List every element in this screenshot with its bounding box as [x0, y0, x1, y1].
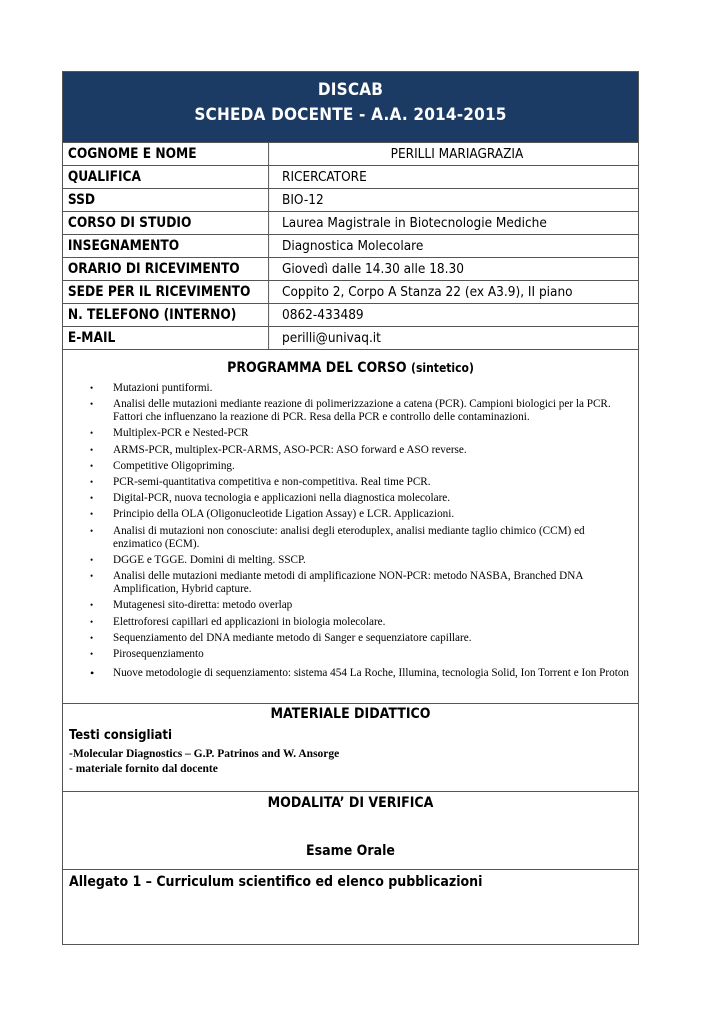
- field-label: ORARIO DI RICEVIMENTO: [63, 258, 269, 280]
- field-row-name: [63, 143, 638, 166]
- list-item: • Nuove metodologie di sequenziamento: sistema 454 La Roche, Illumina, tecnologia Solid, Ion Torrent e Ion Proton: [90, 666, 630, 680]
- textbook-reference: -Molecular Diagnostics – G.P. Patrinos and W. Ansorge: [69, 748, 340, 760]
- list-item: • DGGE e TGGE. Domini di melting. SSCP.: [90, 553, 306, 566]
- field-label: INSEGNAMENTO: [63, 235, 269, 257]
- field-row-insegnamento: [63, 235, 638, 258]
- field-value: perilli@univaq.it: [282, 330, 381, 346]
- section-divider: [63, 791, 638, 792]
- field-row-telefono: [63, 304, 638, 327]
- field-label: SSD: [63, 189, 269, 211]
- field-value: Diagnostica Molecolare: [282, 238, 424, 254]
- field-value: BIO-12: [282, 192, 324, 208]
- field-value: Giovedì dalle 14.30 alle 18.30: [282, 261, 464, 277]
- field-row-corso: [63, 212, 638, 235]
- department-title: DISCAB: [317, 80, 384, 100]
- field-row-email: [63, 327, 638, 350]
- field-label: E-MAIL: [63, 327, 269, 349]
- list-item: • PCR-semi-quantitativa competitiva e non-competitiva. Real time PCR.: [90, 476, 431, 489]
- field-label: QUALIFICA: [63, 166, 269, 188]
- exam-mode: Esame Orale: [306, 843, 395, 859]
- field-value: RICERCATORE: [282, 169, 367, 185]
- field-row-orario: [63, 258, 638, 281]
- list-item: • Principio della OLA (Oligonucleotide Ligation Assay) e LCR. Applicazioni.: [90, 508, 455, 521]
- programma-title-suffix: (sintetico): [411, 361, 474, 375]
- list-item: • Mutagenesi sito-diretta: metodo overlap: [90, 599, 293, 612]
- field-label: COGNOME E NOME: [63, 143, 269, 165]
- field-row-qualifica: [63, 166, 638, 189]
- field-value: Laurea Magistrale in Biotecnologie Mediche: [282, 215, 547, 231]
- field-value: Coppito 2, Corpo A Stanza 22 (ex A3.9), II piano: [282, 284, 573, 300]
- section-divider: [63, 869, 638, 870]
- list-item: • Multiplex-PCR e Nested-PCR: [90, 427, 249, 440]
- field-label: SEDE PER IL RICEVIMENTO: [63, 281, 269, 303]
- materiale-title: MATERIALE DIDATTICO: [270, 706, 431, 722]
- field-label: N. TELEFONO (INTERNO): [63, 304, 269, 326]
- list-item: • Pirosequenziamento: [90, 647, 204, 660]
- list-item: • Digital-PCR, nuova tecnologia e applicazioni nella diagnostica molecolare.: [90, 492, 451, 505]
- list-item: • Elettroforesi capillari ed applicazioni in biologia molecolare.: [90, 615, 386, 628]
- list-item: • Analisi delle mutazioni mediante reazione di polimerizzazione a catena (PCR). Campioni biologici per la PCR. Fattori che influenzano la reazione di PCR. Resa della PCR e controllo delle contaminazioni.: [90, 398, 611, 424]
- programma-title: [63, 360, 638, 376]
- list-item: • Sequenziamento del DNA mediante metodo di Sanger e sequenziatore capillare.: [90, 631, 472, 644]
- sheet-title: SCHEDA DOCENTE - A.A. 2014-2015: [194, 105, 507, 125]
- allegato-title: Allegato 1 – Curriculum scientifico ed elenco pubblicazioni: [69, 874, 483, 890]
- field-label: CORSO DI STUDIO: [63, 212, 269, 234]
- testi-consigliati-label: Testi consigliati: [69, 728, 172, 743]
- programma-title-text: PROGRAMMA DEL CORSO: [227, 360, 407, 376]
- list-item: • Mutazioni puntiformi.: [90, 382, 213, 394]
- verifica-title: MODALITA’ DI VERIFICA: [267, 795, 434, 811]
- field-value: PERILLI MARIAGRAZIA: [390, 146, 524, 162]
- field-row-ssd: [63, 189, 638, 212]
- list-item: • Competitive Oligopriming.: [90, 459, 235, 472]
- field-value: 0862-433489: [282, 307, 364, 323]
- field-row-sede: [63, 281, 638, 304]
- course-material-note: - materiale fornito dal docente: [69, 763, 218, 775]
- section-divider: [63, 703, 638, 704]
- list-item: • ARMS-PCR, multiplex-PCR-ARMS, ASO-PCR: ASO forward e ASO reverse.: [90, 443, 467, 456]
- programma-list: [63, 382, 638, 683]
- teacher-sheet: [62, 71, 639, 945]
- sheet-header: [63, 72, 638, 143]
- list-item: • Analisi di mutazioni non conosciute: analisi degli eteroduplex, analisi mediante taglio chimico (CCM) ed enzimatico (ECM).: [90, 524, 585, 550]
- list-item: • Analisi delle mutazioni mediante metodi di amplificazione NON-PCR: metodo NASBA, Branched DNA Amplification, Hybrid capture.: [90, 570, 583, 596]
